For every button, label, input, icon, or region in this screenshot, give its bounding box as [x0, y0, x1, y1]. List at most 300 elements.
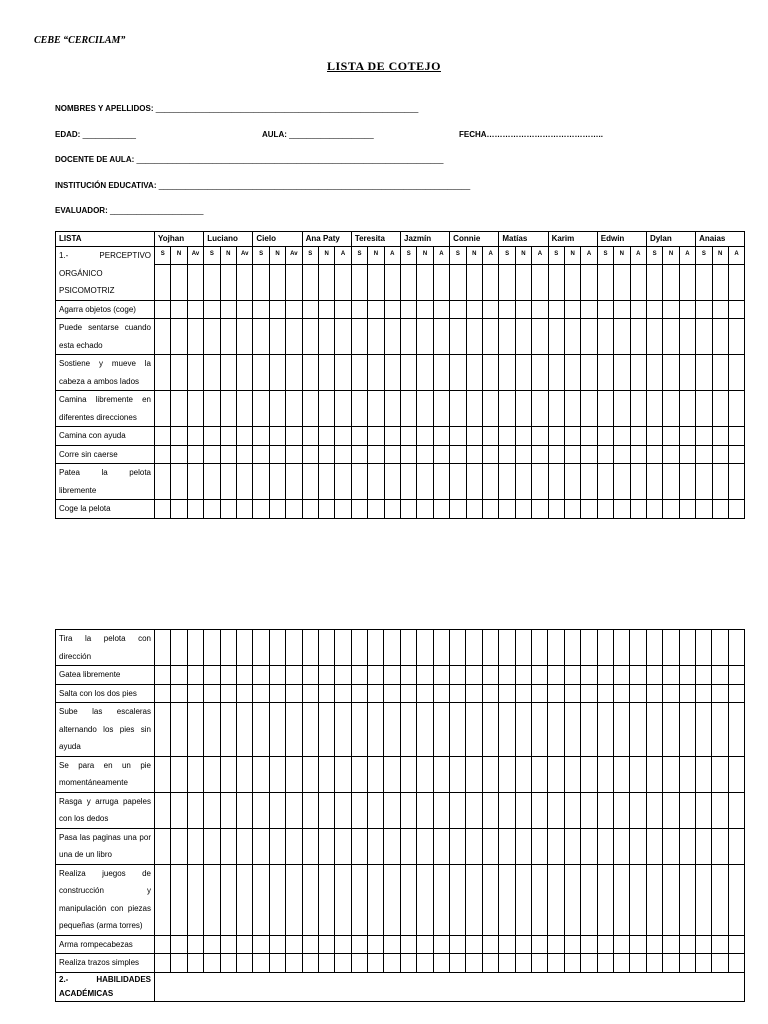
checkbox-cell[interactable]	[302, 703, 318, 757]
checkbox-cell[interactable]	[613, 792, 629, 828]
checkbox-cell[interactable]	[286, 264, 302, 300]
checkbox-cell[interactable]	[581, 864, 597, 935]
checkbox-cell[interactable]	[433, 319, 449, 355]
checkbox-cell[interactable]	[466, 935, 482, 954]
checkbox-cell[interactable]	[515, 756, 531, 792]
checkbox-cell[interactable]	[695, 630, 711, 666]
checkbox-cell[interactable]	[679, 355, 695, 391]
checkbox-cell[interactable]	[696, 355, 712, 391]
checkbox-cell[interactable]	[368, 500, 384, 519]
checkbox-cell[interactable]	[548, 864, 564, 935]
checkbox-cell[interactable]	[515, 703, 531, 757]
checkbox-cell[interactable]	[220, 630, 236, 666]
checkbox-cell[interactable]	[368, 355, 384, 391]
checkbox-cell[interactable]	[728, 828, 744, 864]
checkbox-cell[interactable]	[712, 684, 728, 703]
checkbox-cell[interactable]	[499, 355, 515, 391]
checkbox-cell[interactable]	[499, 703, 515, 757]
checkbox-cell[interactable]	[515, 954, 531, 973]
checkbox-cell[interactable]	[515, 319, 531, 355]
checkbox-cell[interactable]	[646, 464, 662, 500]
checkbox-cell[interactable]	[335, 666, 351, 685]
checkbox-cell[interactable]	[204, 684, 220, 703]
checkbox-cell[interactable]	[220, 464, 236, 500]
checkbox-cell[interactable]	[548, 319, 564, 355]
checkbox-cell[interactable]	[286, 427, 302, 446]
checkbox-cell[interactable]	[368, 864, 384, 935]
checkbox-cell[interactable]	[269, 703, 285, 757]
checkbox-cell[interactable]	[400, 666, 416, 685]
checkbox-cell[interactable]	[253, 792, 269, 828]
checkbox-cell[interactable]	[466, 445, 482, 464]
checkbox-cell[interactable]	[450, 391, 466, 427]
checkbox-cell[interactable]	[302, 630, 318, 666]
checkbox-cell[interactable]	[630, 319, 646, 355]
checkbox-cell[interactable]	[613, 954, 629, 973]
checkbox-cell[interactable]	[531, 630, 547, 666]
checkbox-cell[interactable]	[335, 264, 351, 300]
checkbox-cell[interactable]	[466, 828, 482, 864]
checkbox-cell[interactable]	[187, 464, 203, 500]
checkbox-cell[interactable]	[646, 954, 662, 973]
checkbox-cell[interactable]	[696, 500, 712, 519]
checkbox-cell[interactable]	[613, 864, 629, 935]
checkbox-cell[interactable]	[663, 703, 679, 757]
checkbox-cell[interactable]	[663, 264, 679, 300]
checkbox-cell[interactable]	[499, 300, 515, 319]
checkbox-cell[interactable]	[384, 954, 400, 973]
checkbox-cell[interactable]	[515, 445, 531, 464]
checkbox-cell[interactable]	[450, 792, 466, 828]
checkbox-cell[interactable]	[499, 445, 515, 464]
checkbox-cell[interactable]	[155, 954, 171, 973]
checkbox-cell[interactable]	[187, 319, 203, 355]
checkbox-cell[interactable]	[171, 703, 187, 757]
checkbox-cell[interactable]	[646, 500, 662, 519]
checkbox-cell[interactable]	[663, 792, 679, 828]
checkbox-cell[interactable]	[728, 864, 744, 935]
checkbox-cell[interactable]	[335, 355, 351, 391]
checkbox-cell[interactable]	[269, 300, 285, 319]
checkbox-cell[interactable]	[171, 427, 187, 446]
checkbox-cell[interactable]	[236, 464, 252, 500]
checkbox-cell[interactable]	[433, 684, 449, 703]
checkbox-cell[interactable]	[400, 828, 416, 864]
checkbox-cell[interactable]	[253, 355, 269, 391]
checkbox-cell[interactable]	[482, 355, 498, 391]
checkbox-cell[interactable]	[663, 954, 679, 973]
checkbox-cell[interactable]	[220, 792, 236, 828]
checkbox-cell[interactable]	[286, 355, 302, 391]
checkbox-cell[interactable]	[581, 300, 597, 319]
checkbox-cell[interactable]	[220, 703, 236, 757]
checkbox-cell[interactable]	[319, 500, 335, 519]
checkbox-cell[interactable]	[728, 445, 744, 464]
checkbox-cell[interactable]	[466, 300, 482, 319]
checkbox-cell[interactable]	[548, 264, 564, 300]
checkbox-cell[interactable]	[646, 391, 662, 427]
checkbox-cell[interactable]	[171, 464, 187, 500]
checkbox-cell[interactable]	[482, 666, 498, 685]
checkbox-cell[interactable]	[253, 500, 269, 519]
checkbox-cell[interactable]	[204, 264, 220, 300]
checkbox-cell[interactable]	[482, 500, 498, 519]
checkbox-cell[interactable]	[728, 427, 744, 446]
checkbox-cell[interactable]	[663, 445, 679, 464]
checkbox-cell[interactable]	[466, 500, 482, 519]
checkbox-cell[interactable]	[204, 935, 220, 954]
checkbox-cell[interactable]	[319, 319, 335, 355]
checkbox-cell[interactable]	[171, 500, 187, 519]
checkbox-cell[interactable]	[171, 684, 187, 703]
checkbox-cell[interactable]	[401, 445, 417, 464]
checkbox-cell[interactable]	[155, 703, 171, 757]
checkbox-cell[interactable]	[302, 445, 318, 464]
checkbox-cell[interactable]	[351, 756, 367, 792]
checkbox-cell[interactable]	[695, 666, 711, 685]
checkbox-cell[interactable]	[269, 828, 285, 864]
checkbox-cell[interactable]	[155, 355, 171, 391]
checkbox-cell[interactable]	[318, 630, 334, 666]
checkbox-cell[interactable]	[564, 666, 580, 685]
checkbox-cell[interactable]	[220, 391, 236, 427]
checkbox-cell[interactable]	[318, 684, 334, 703]
checkbox-cell[interactable]	[646, 666, 662, 685]
checkbox-cell[interactable]	[450, 684, 466, 703]
checkbox-cell[interactable]	[286, 391, 302, 427]
checkbox-cell[interactable]	[663, 828, 679, 864]
checkbox-cell[interactable]	[400, 756, 416, 792]
checkbox-cell[interactable]	[417, 427, 433, 446]
checkbox-cell[interactable]	[253, 264, 269, 300]
checkbox-cell[interactable]	[646, 319, 662, 355]
checkbox-cell[interactable]	[531, 935, 547, 954]
checkbox-cell[interactable]	[482, 792, 498, 828]
checkbox-cell[interactable]	[548, 300, 564, 319]
checkbox-cell[interactable]	[728, 792, 744, 828]
checkbox-cell[interactable]	[482, 427, 498, 446]
checkbox-cell[interactable]	[384, 500, 400, 519]
checkbox-cell[interactable]	[597, 756, 613, 792]
checkbox-cell[interactable]	[482, 464, 498, 500]
checkbox-cell[interactable]	[482, 864, 498, 935]
checkbox-cell[interactable]	[466, 319, 482, 355]
checkbox-cell[interactable]	[253, 703, 269, 757]
checkbox-cell[interactable]	[663, 427, 679, 446]
checkbox-cell[interactable]	[466, 684, 482, 703]
checkbox-cell[interactable]	[171, 954, 187, 973]
checkbox-cell[interactable]	[581, 703, 597, 757]
checkbox-cell[interactable]	[286, 684, 302, 703]
checkbox-cell[interactable]	[450, 756, 466, 792]
checkbox-cell[interactable]	[712, 935, 728, 954]
checkbox-cell[interactable]	[204, 391, 220, 427]
checkbox-cell[interactable]	[450, 445, 466, 464]
checkbox-cell[interactable]	[155, 684, 171, 703]
checkbox-cell[interactable]	[679, 684, 695, 703]
checkbox-cell[interactable]	[433, 666, 449, 685]
checkbox-cell[interactable]	[351, 355, 367, 391]
checkbox-cell[interactable]	[204, 300, 220, 319]
checkbox-cell[interactable]	[269, 954, 285, 973]
checkbox-cell[interactable]	[630, 828, 646, 864]
checkbox-cell[interactable]	[368, 264, 384, 300]
checkbox-cell[interactable]	[220, 300, 236, 319]
checkbox-cell[interactable]	[450, 355, 466, 391]
checkbox-cell[interactable]	[204, 355, 220, 391]
checkbox-cell[interactable]	[286, 954, 302, 973]
checkbox-cell[interactable]	[679, 666, 695, 685]
checkbox-cell[interactable]	[286, 630, 302, 666]
checkbox-cell[interactable]	[663, 500, 679, 519]
checkbox-cell[interactable]	[548, 464, 564, 500]
checkbox-cell[interactable]	[564, 319, 580, 355]
checkbox-cell[interactable]	[696, 445, 712, 464]
checkbox-cell[interactable]	[204, 954, 220, 973]
checkbox-cell[interactable]	[302, 935, 318, 954]
checkbox-cell[interactable]	[679, 703, 695, 757]
checkbox-cell[interactable]	[220, 355, 236, 391]
checkbox-cell[interactable]	[351, 319, 367, 355]
checkbox-cell[interactable]	[417, 954, 433, 973]
checkbox-cell[interactable]	[630, 300, 646, 319]
checkbox-cell[interactable]	[401, 355, 417, 391]
checkbox-cell[interactable]	[614, 464, 630, 500]
checkbox-cell[interactable]	[663, 319, 679, 355]
checkbox-cell[interactable]	[187, 445, 203, 464]
checkbox-cell[interactable]	[712, 355, 728, 391]
checkbox-cell[interactable]	[302, 355, 318, 391]
checkbox-cell[interactable]	[286, 319, 302, 355]
checkbox-cell[interactable]	[679, 445, 695, 464]
checkbox-cell[interactable]	[482, 954, 498, 973]
checkbox-cell[interactable]	[187, 355, 203, 391]
checkbox-cell[interactable]	[335, 427, 351, 446]
checkbox-cell[interactable]	[433, 935, 449, 954]
checkbox-cell[interactable]	[466, 427, 482, 446]
checkbox-cell[interactable]	[532, 264, 548, 300]
checkbox-cell[interactable]	[319, 355, 335, 391]
checkbox-cell[interactable]	[630, 630, 646, 666]
checkbox-cell[interactable]	[482, 630, 498, 666]
checkbox-cell[interactable]	[695, 684, 711, 703]
checkbox-cell[interactable]	[417, 391, 433, 427]
checkbox-cell[interactable]	[499, 500, 515, 519]
checkbox-cell[interactable]	[466, 792, 482, 828]
checkbox-cell[interactable]	[318, 935, 334, 954]
checkbox-cell[interactable]	[597, 703, 613, 757]
checkbox-cell[interactable]	[712, 464, 728, 500]
checkbox-cell[interactable]	[663, 756, 679, 792]
checkbox-cell[interactable]	[319, 445, 335, 464]
checkbox-cell[interactable]	[466, 703, 482, 757]
checkbox-cell[interactable]	[253, 391, 269, 427]
checkbox-cell[interactable]	[155, 464, 171, 500]
checkbox-cell[interactable]	[269, 391, 285, 427]
checkbox-cell[interactable]	[630, 954, 646, 973]
checkbox-cell[interactable]	[253, 666, 269, 685]
checkbox-cell[interactable]	[220, 666, 236, 685]
checkbox-cell[interactable]	[187, 954, 203, 973]
checkbox-cell[interactable]	[335, 445, 351, 464]
checkbox-cell[interactable]	[417, 666, 433, 685]
checkbox-cell[interactable]	[171, 828, 187, 864]
checkbox-cell[interactable]	[597, 792, 613, 828]
checkbox-cell[interactable]	[532, 391, 548, 427]
checkbox-cell[interactable]	[499, 864, 515, 935]
checkbox-cell[interactable]	[286, 464, 302, 500]
checkbox-cell[interactable]	[613, 666, 629, 685]
checkbox-cell[interactable]	[335, 703, 351, 757]
checkbox-cell[interactable]	[499, 954, 515, 973]
checkbox-cell[interactable]	[417, 264, 433, 300]
checkbox-cell[interactable]	[417, 464, 433, 500]
checkbox-cell[interactable]	[581, 355, 597, 391]
checkbox-cell[interactable]	[318, 954, 334, 973]
checkbox-cell[interactable]	[564, 630, 580, 666]
checkbox-cell[interactable]	[679, 792, 695, 828]
checkbox-cell[interactable]	[351, 427, 367, 446]
checkbox-cell[interactable]	[286, 792, 302, 828]
checkbox-cell[interactable]	[630, 427, 646, 446]
checkbox-cell[interactable]	[335, 864, 351, 935]
checkbox-cell[interactable]	[499, 756, 515, 792]
checkbox-cell[interactable]	[564, 828, 580, 864]
checkbox-cell[interactable]	[515, 391, 531, 427]
checkbox-cell[interactable]	[646, 828, 662, 864]
checkbox-cell[interactable]	[236, 703, 252, 757]
checkbox-cell[interactable]	[728, 391, 744, 427]
checkbox-cell[interactable]	[450, 703, 466, 757]
checkbox-cell[interactable]	[663, 300, 679, 319]
checkbox-cell[interactable]	[466, 630, 482, 666]
checkbox-cell[interactable]	[613, 756, 629, 792]
checkbox-cell[interactable]	[532, 500, 548, 519]
checkbox-cell[interactable]	[597, 684, 613, 703]
checkbox-cell[interactable]	[417, 355, 433, 391]
checkbox-cell[interactable]	[646, 445, 662, 464]
checkbox-cell[interactable]	[646, 792, 662, 828]
checkbox-cell[interactable]	[548, 355, 564, 391]
checkbox-cell[interactable]	[171, 445, 187, 464]
checkbox-cell[interactable]	[581, 792, 597, 828]
checkbox-cell[interactable]	[614, 500, 630, 519]
checkbox-cell[interactable]	[548, 445, 564, 464]
checkbox-cell[interactable]	[286, 300, 302, 319]
checkbox-cell[interactable]	[450, 935, 466, 954]
checkbox-cell[interactable]	[515, 935, 531, 954]
checkbox-cell[interactable]	[155, 391, 171, 427]
checkbox-cell[interactable]	[417, 935, 433, 954]
checkbox-cell[interactable]	[220, 319, 236, 355]
checkbox-cell[interactable]	[351, 828, 367, 864]
checkbox-cell[interactable]	[679, 264, 695, 300]
checkbox-cell[interactable]	[679, 319, 695, 355]
checkbox-cell[interactable]	[564, 391, 580, 427]
checkbox-cell[interactable]	[204, 756, 220, 792]
checkbox-cell[interactable]	[581, 500, 597, 519]
checkbox-cell[interactable]	[614, 264, 630, 300]
checkbox-cell[interactable]	[564, 464, 580, 500]
checkbox-cell[interactable]	[368, 427, 384, 446]
checkbox-cell[interactable]	[335, 319, 351, 355]
checkbox-cell[interactable]	[564, 792, 580, 828]
checkbox-cell[interactable]	[614, 300, 630, 319]
checkbox-cell[interactable]	[613, 684, 629, 703]
checkbox-cell[interactable]	[679, 828, 695, 864]
checkbox-cell[interactable]	[433, 630, 449, 666]
checkbox-cell[interactable]	[187, 935, 203, 954]
checkbox-cell[interactable]	[466, 391, 482, 427]
checkbox-cell[interactable]	[531, 954, 547, 973]
checkbox-cell[interactable]	[482, 445, 498, 464]
checkbox-cell[interactable]	[187, 792, 203, 828]
checkbox-cell[interactable]	[499, 630, 515, 666]
checkbox-cell[interactable]	[548, 684, 564, 703]
checkbox-cell[interactable]	[302, 427, 318, 446]
checkbox-cell[interactable]	[351, 703, 367, 757]
checkbox-cell[interactable]	[253, 630, 269, 666]
checkbox-cell[interactable]	[712, 319, 728, 355]
checkbox-cell[interactable]	[269, 756, 285, 792]
checkbox-cell[interactable]	[384, 264, 400, 300]
checkbox-cell[interactable]	[401, 264, 417, 300]
checkbox-cell[interactable]	[515, 355, 531, 391]
checkbox-cell[interactable]	[532, 300, 548, 319]
checkbox-cell[interactable]	[204, 703, 220, 757]
checkbox-cell[interactable]	[597, 935, 613, 954]
checkbox-cell[interactable]	[515, 828, 531, 864]
checkbox-cell[interactable]	[171, 264, 187, 300]
checkbox-cell[interactable]	[696, 319, 712, 355]
checkbox-cell[interactable]	[335, 828, 351, 864]
checkbox-cell[interactable]	[630, 500, 646, 519]
checkbox-cell[interactable]	[482, 319, 498, 355]
checkbox-cell[interactable]	[171, 391, 187, 427]
checkbox-cell[interactable]	[417, 445, 433, 464]
checkbox-cell[interactable]	[597, 666, 613, 685]
checkbox-cell[interactable]	[564, 300, 580, 319]
checkbox-cell[interactable]	[482, 300, 498, 319]
checkbox-cell[interactable]	[646, 864, 662, 935]
checkbox-cell[interactable]	[351, 630, 367, 666]
checkbox-cell[interactable]	[220, 756, 236, 792]
checkbox-cell[interactable]	[450, 864, 466, 935]
checkbox-cell[interactable]	[630, 703, 646, 757]
checkbox-cell[interactable]	[679, 300, 695, 319]
checkbox-cell[interactable]	[155, 630, 171, 666]
checkbox-cell[interactable]	[302, 319, 318, 355]
checkbox-cell[interactable]	[220, 500, 236, 519]
checkbox-cell[interactable]	[712, 864, 728, 935]
checkbox-cell[interactable]	[466, 864, 482, 935]
checkbox-cell[interactable]	[269, 864, 285, 935]
checkbox-cell[interactable]	[269, 355, 285, 391]
checkbox-cell[interactable]	[319, 464, 335, 500]
checkbox-cell[interactable]	[368, 445, 384, 464]
checkbox-cell[interactable]	[269, 630, 285, 666]
checkbox-cell[interactable]	[613, 630, 629, 666]
checkbox-cell[interactable]	[335, 630, 351, 666]
checkbox-cell[interactable]	[581, 445, 597, 464]
checkbox-cell[interactable]	[384, 828, 400, 864]
checkbox-cell[interactable]	[236, 300, 252, 319]
checkbox-cell[interactable]	[351, 864, 367, 935]
checkbox-cell[interactable]	[482, 828, 498, 864]
checkbox-cell[interactable]	[515, 500, 531, 519]
checkbox-cell[interactable]	[482, 935, 498, 954]
checkbox-cell[interactable]	[450, 954, 466, 973]
